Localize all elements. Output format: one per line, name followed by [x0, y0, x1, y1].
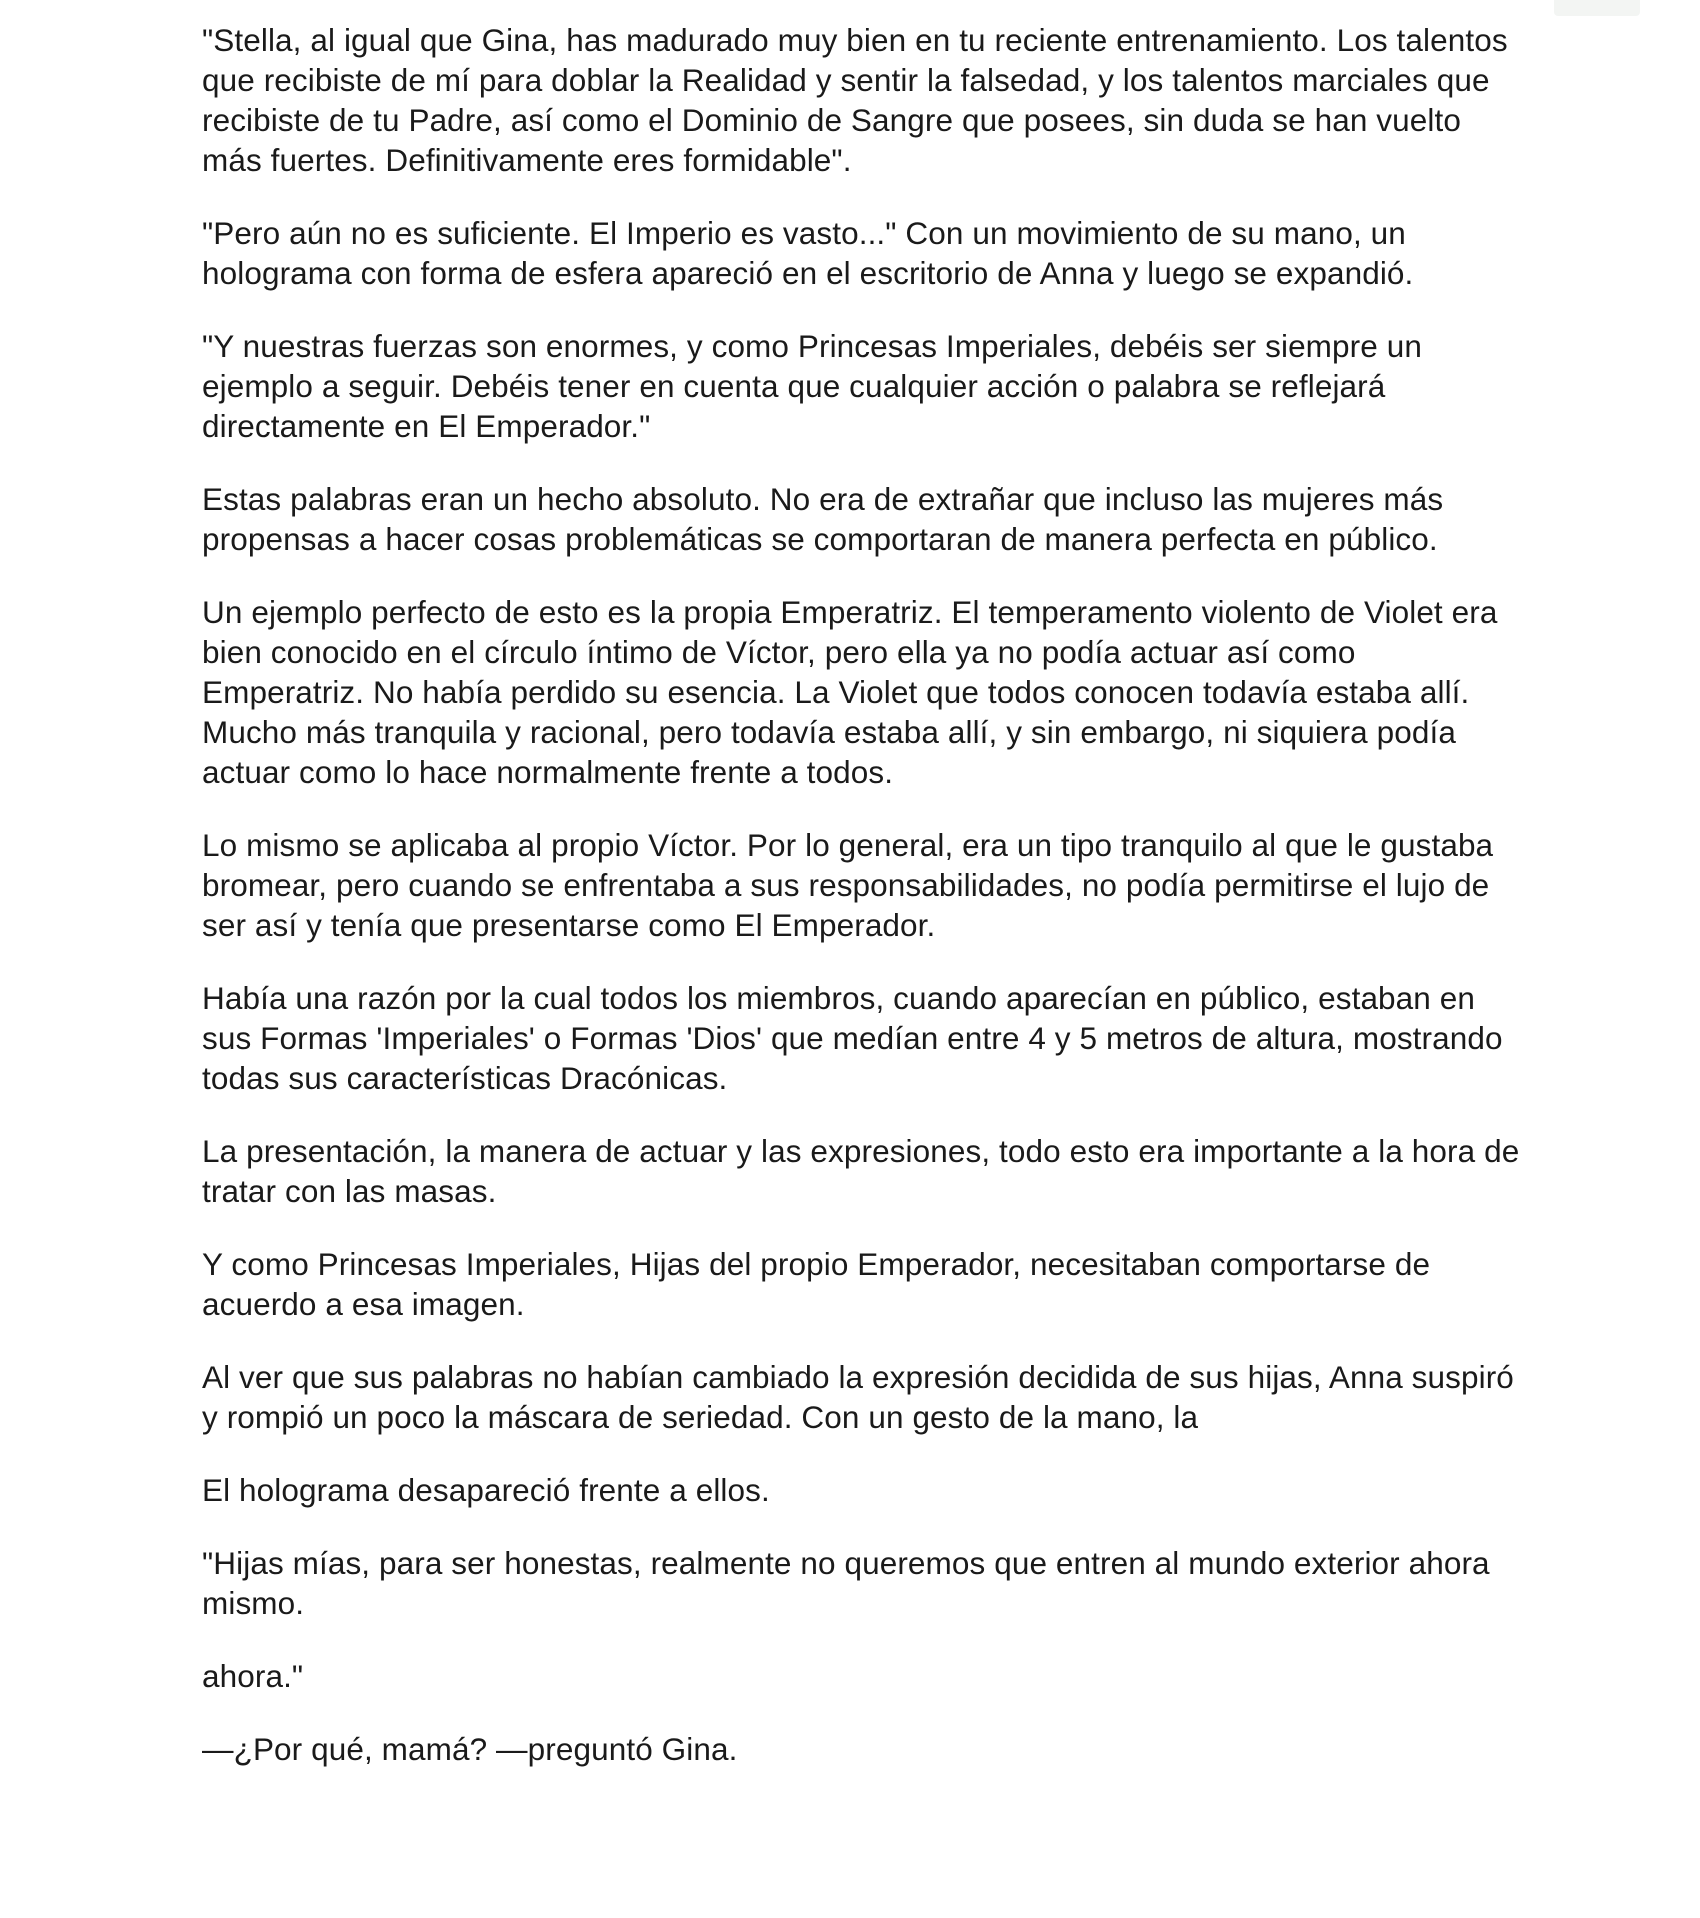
- paragraph: —¿Por qué, mamá? —preguntó Gina.: [202, 1731, 738, 1767]
- paragraph: El holograma desapareció frente a ellos.: [202, 1472, 770, 1508]
- paragraph: "Stella, al igual que Gina, has madurado muy bien en tu reciente entrenamiento. Los talentos que recibiste de mí para doblar la Realidad y sentir la falsedad, y los talentos marciales que recibiste de tu Padre, así como el Dominio de Sangre que posees, sin duda se han vuelto más fuertes. Definitivamente eres formidable".: [202, 22, 1508, 178]
- paragraph: Al ver que sus palabras no habían cambiado la expresión decidida de sus hijas, Anna suspiró y rompió un poco la máscara de seriedad. Con un gesto de la mano, la: [202, 1359, 1514, 1435]
- paragraph: "Y nuestras fuerzas son enormes, y como Princesas Imperiales, debéis ser siempre un ejemplo a seguir. Debéis tener en cuenta que cualquier acción o palabra se reflejará directamente en El Emperador.": [202, 328, 1422, 444]
- paragraph: Un ejemplo perfecto de esto es la propia Emperatriz. El temperamento violento de Violet era bien conocido en el círculo íntimo de Víctor, pero ella ya no podía actuar así como Emperatriz. No había perdido su esencia. La Violet que todos conocen todavía estaba allí. Mucho más tranquila y racional, pero todavía estaba allí, y sin embargo, ni siquiera podía actuar como lo hace normalmente frente a todos.: [202, 594, 1498, 790]
- paragraph: ahora.": [202, 1658, 304, 1694]
- paragraph: La presentación, la manera de actuar y las expresiones, todo esto era importante a la hora de tratar con las masas.: [202, 1133, 1520, 1209]
- page-corner-mark: [1554, 0, 1640, 16]
- document-body: [202, 20, 1522, 1802]
- paragraph: "Pero aún no es suficiente. El Imperio es vasto..." Con un movimiento de su mano, un holograma con forma de esfera apareció en el escritorio de Anna y luego se expandió.: [202, 215, 1414, 291]
- paragraph: Lo mismo se aplicaba al propio Víctor. Por lo general, era un tipo tranquilo al que le gustaba bromear, pero cuando se enfrentaba a sus responsabilidades, no podía permitirse el lujo de ser así y tenía que presentarse como El Emperador.: [202, 827, 1494, 943]
- paragraph: "Hijas mías, para ser honestas, realmente no queremos que entren al mundo exterior ahora mismo.: [202, 1545, 1490, 1621]
- paragraph: Y como Princesas Imperiales, Hijas del propio Emperador, necesitaban comportarse de acuerdo a esa imagen.: [202, 1246, 1431, 1322]
- paragraph: Había una razón por la cual todos los miembros, cuando aparecían en público, estaban en sus Formas 'Imperiales' o Formas 'Dios' que medían entre 4 y 5 metros de altura, mostrando todas sus características Dracónicas.: [202, 980, 1503, 1096]
- paragraph: Estas palabras eran un hecho absoluto. No era de extrañar que incluso las mujeres más propensas a hacer cosas problemáticas se comportaran de manera perfecta en público.: [202, 481, 1444, 557]
